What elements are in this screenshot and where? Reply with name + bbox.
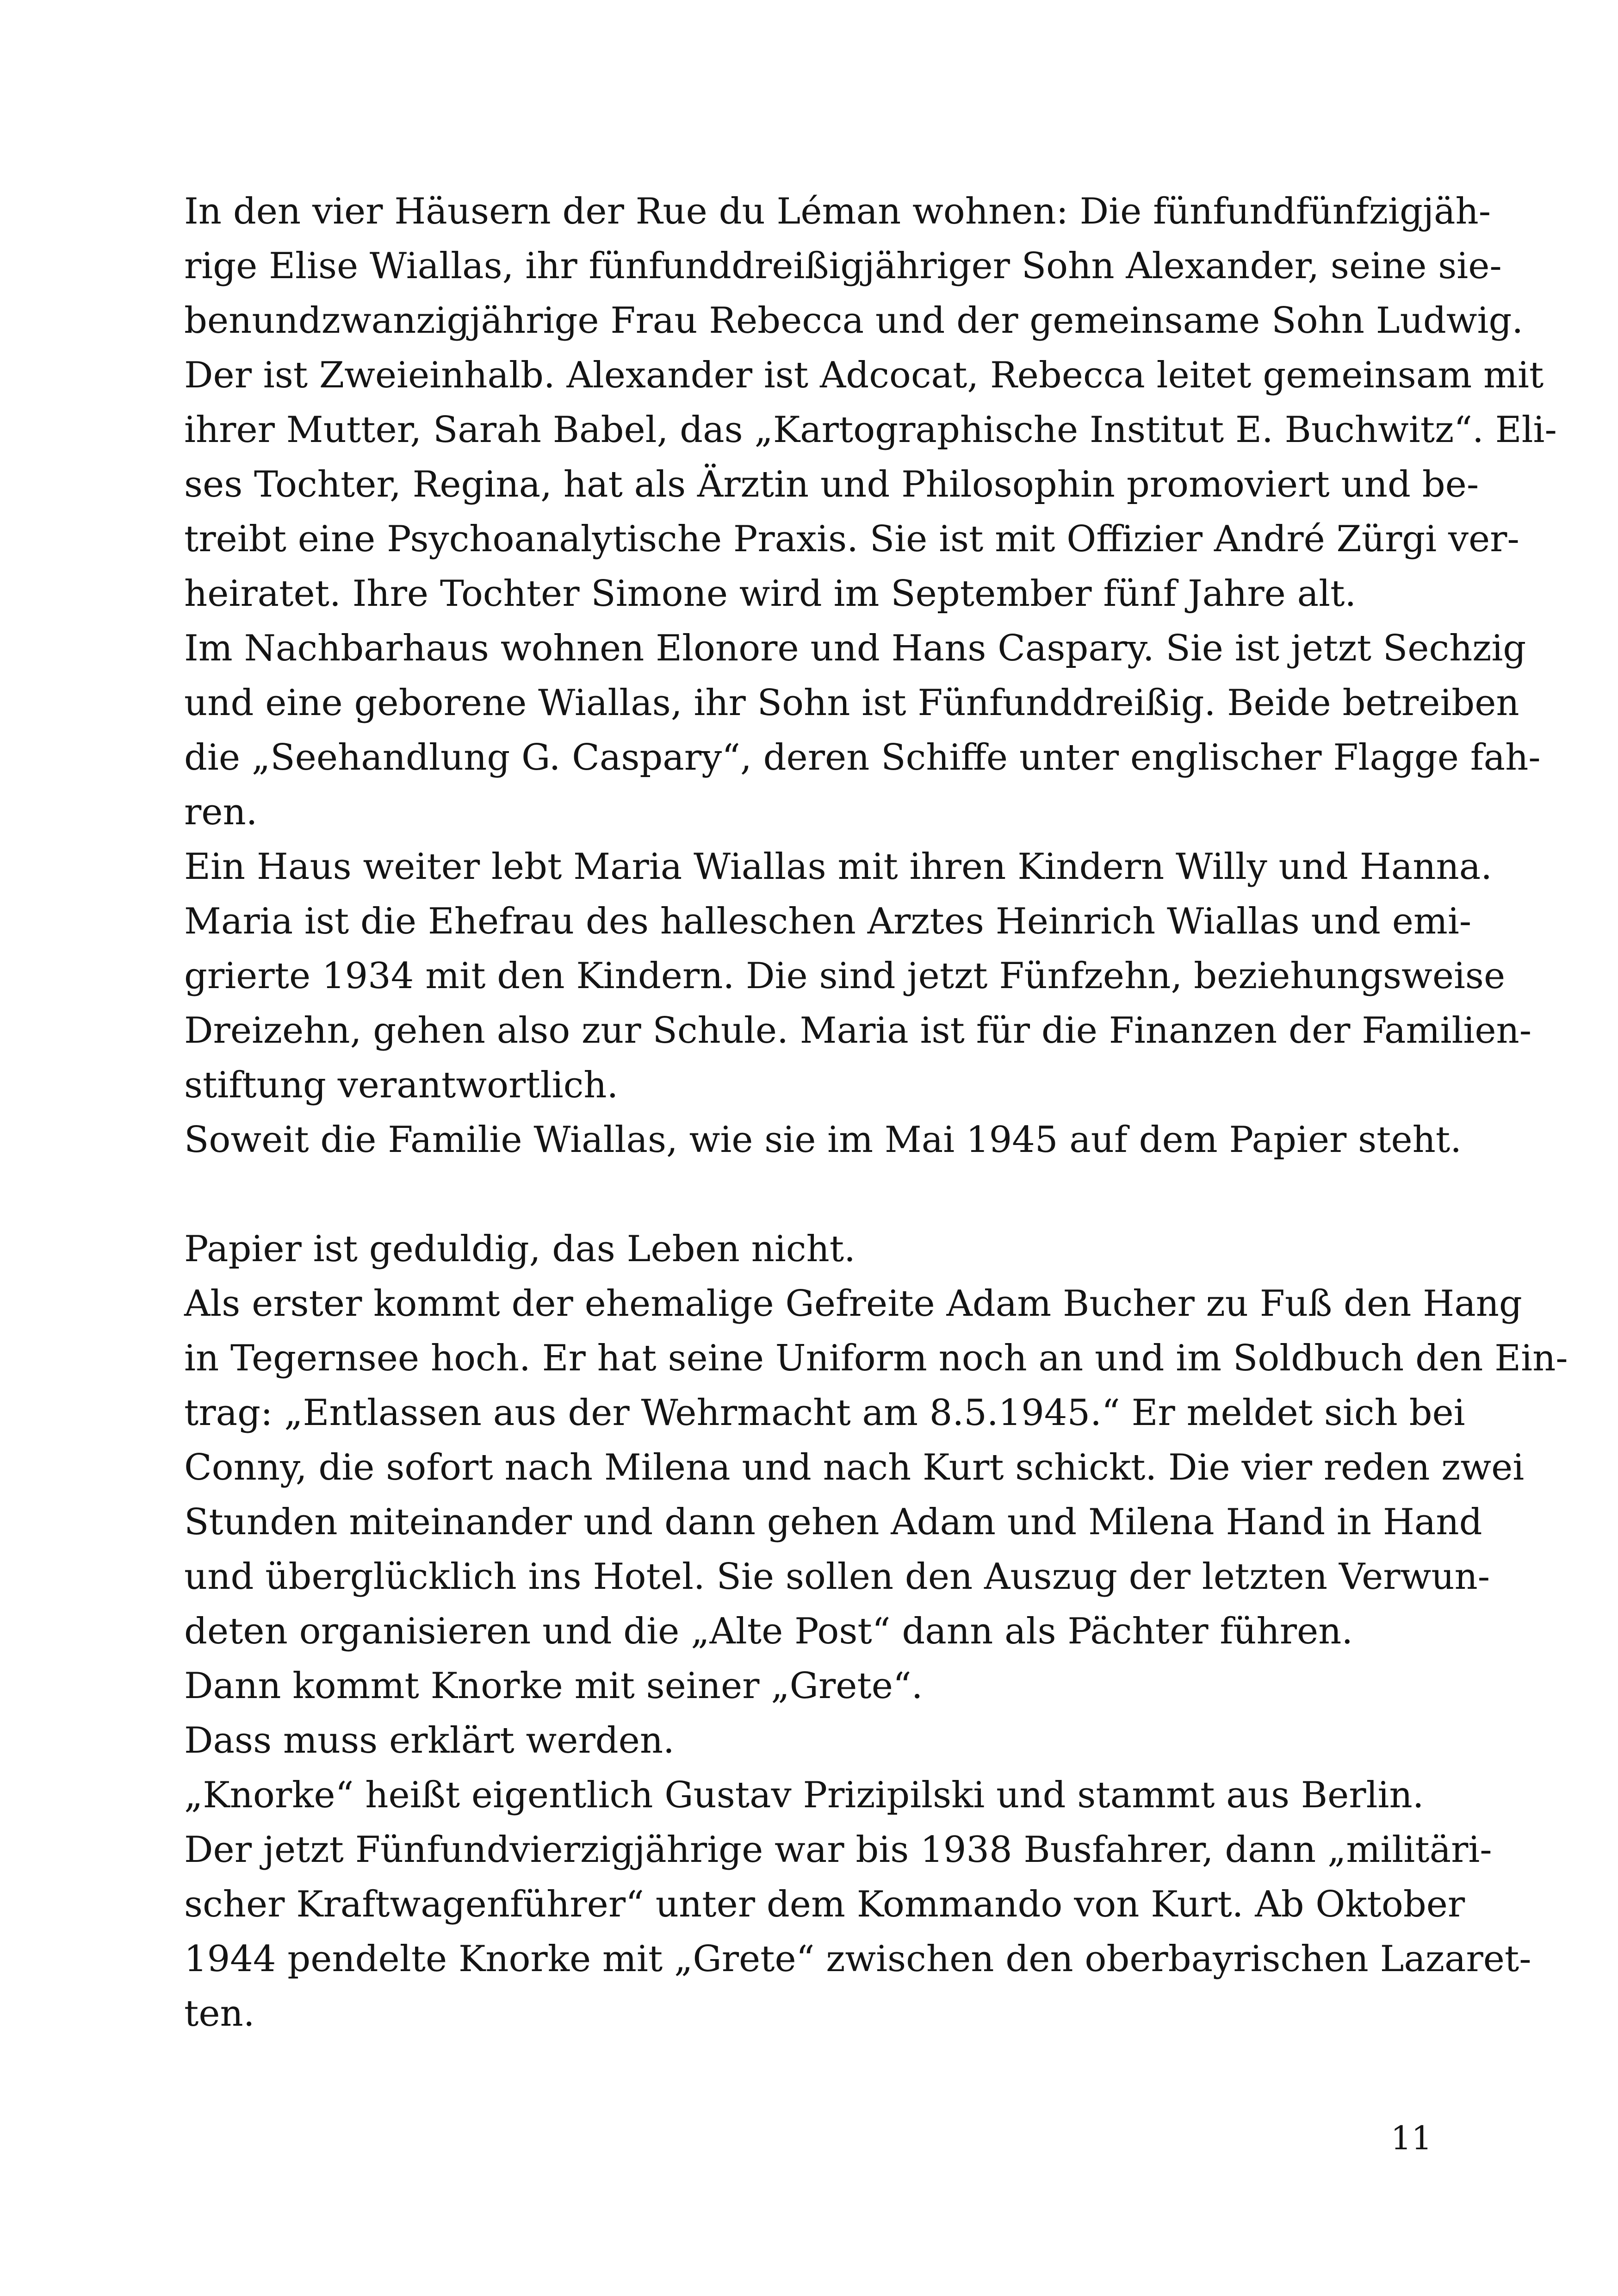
text-line: benundzwanzigjährige Frau Rebecca und der gemeinsame Sohn Ludwig. [184, 300, 1524, 342]
text-line: Maria ist die Ehefrau des halleschen Arztes Heinrich Wiallas und emi- [184, 901, 1472, 942]
text-line: grierte 1934 mit den Kindern. Die sind jetzt Fünfzehn, beziehungsweise [184, 955, 1506, 997]
text-line: In den vier Häusern der Rue du Léman wohnen: Die fünfundfünfzigjäh- [184, 191, 1491, 232]
text-line: Der jetzt Fünfundvierzigjährige war bis 1938 Busfahrer, dann „militäri- [184, 1829, 1492, 1871]
text-line: rige Elise Wiallas, ihr fünfunddreißigjähriger Sohn Alexander, seine sie- [184, 245, 1502, 287]
text-line: Im Nachbarhaus wohnen Elonore und Hans Caspary. Sie ist jetzt Sechzig [184, 628, 1526, 669]
text-line: die „Seehandlung G. Caspary“, deren Schiffe unter englischer Flagge fah- [184, 737, 1541, 778]
text-line: Der ist Zweieinhalb. Alexander ist Adcocat, Rebecca leitet gemeinsam mit [184, 355, 1544, 396]
text-line: Als erster kommt der ehemalige Gefreite Adam Bucher zu Fuß den Hang [184, 1283, 1522, 1325]
text-line: Soweit die Familie Wiallas, wie sie im Mai 1945 auf dem Papier steht. [184, 1119, 1462, 1161]
text-line: Dass muss erklärt werden. [184, 1720, 675, 1761]
text-line: und eine geborene Wiallas, ihr Sohn ist Fünfunddreißig. Beide betreiben [184, 682, 1519, 724]
page-number: 11 [1390, 2119, 1432, 2157]
text-line: ren. [184, 791, 258, 833]
text-line: Conny, die sofort nach Milena und nach Kurt schickt. Die vier reden zwei [184, 1447, 1525, 1488]
text-line: Dreizehn, gehen also zur Schule. Maria ist für die Finanzen der Familien- [184, 1010, 1532, 1052]
paragraph-gap [184, 1167, 1442, 1222]
text-line: scher Kraftwagenführer“ unter dem Kommando von Kurt. Ab Oktober [184, 1884, 1465, 1925]
text-line: stiftung verantwortlich. [184, 1064, 619, 1106]
text-line: Dann kommt Knorke mit seiner „Grete“. [184, 1665, 923, 1707]
text-line: Stunden miteinander und dann gehen Adam und Milena Hand in Hand [184, 1501, 1482, 1543]
body-text [184, 184, 1568, 2041]
text-line: treibt eine Psychoanalytische Praxis. Sie ist mit Offizier André Zürgi ver- [184, 518, 1519, 560]
text-line: ihrer Mutter, Sarah Babel, das „Kartographische Institut E. Buchwitz“. Eli- [184, 409, 1557, 451]
text-line: in Tegernsee hoch. Er hat seine Uniform noch an und im Soldbuch den Ein- [184, 1338, 1568, 1379]
text-line: ten. [184, 1993, 255, 2035]
text-line: Papier ist geduldig, das Leben nicht. [184, 1228, 855, 1270]
text-line: Ein Haus weiter lebt Maria Wiallas mit ihren Kindern Willy und Hanna. [184, 846, 1493, 888]
text-line: deten organisieren und die „Alte Post“ dann als Pächter führen. [184, 1611, 1353, 1652]
text-line: „Knorke“ heißt eigentlich Gustav Prizipilski und stammt aus Berlin. [184, 1774, 1424, 1816]
text-line: heiratet. Ihre Tochter Simone wird im September fünf Jahre alt. [184, 573, 1357, 615]
text-line: 1944 pendelte Knorke mit „Grete“ zwischen den oberbayrischen Lazaret- [184, 1938, 1531, 1980]
text-line: ses Tochter, Regina, hat als Ärztin und Philosophin promoviert und be- [184, 464, 1479, 505]
text-line: trag: „Entlassen aus der Wehrmacht am 8.5.1945.“ Er meldet sich bei [184, 1392, 1465, 1434]
text-line: und überglücklich ins Hotel. Sie sollen den Auszug der letzten Verwun- [184, 1556, 1490, 1598]
